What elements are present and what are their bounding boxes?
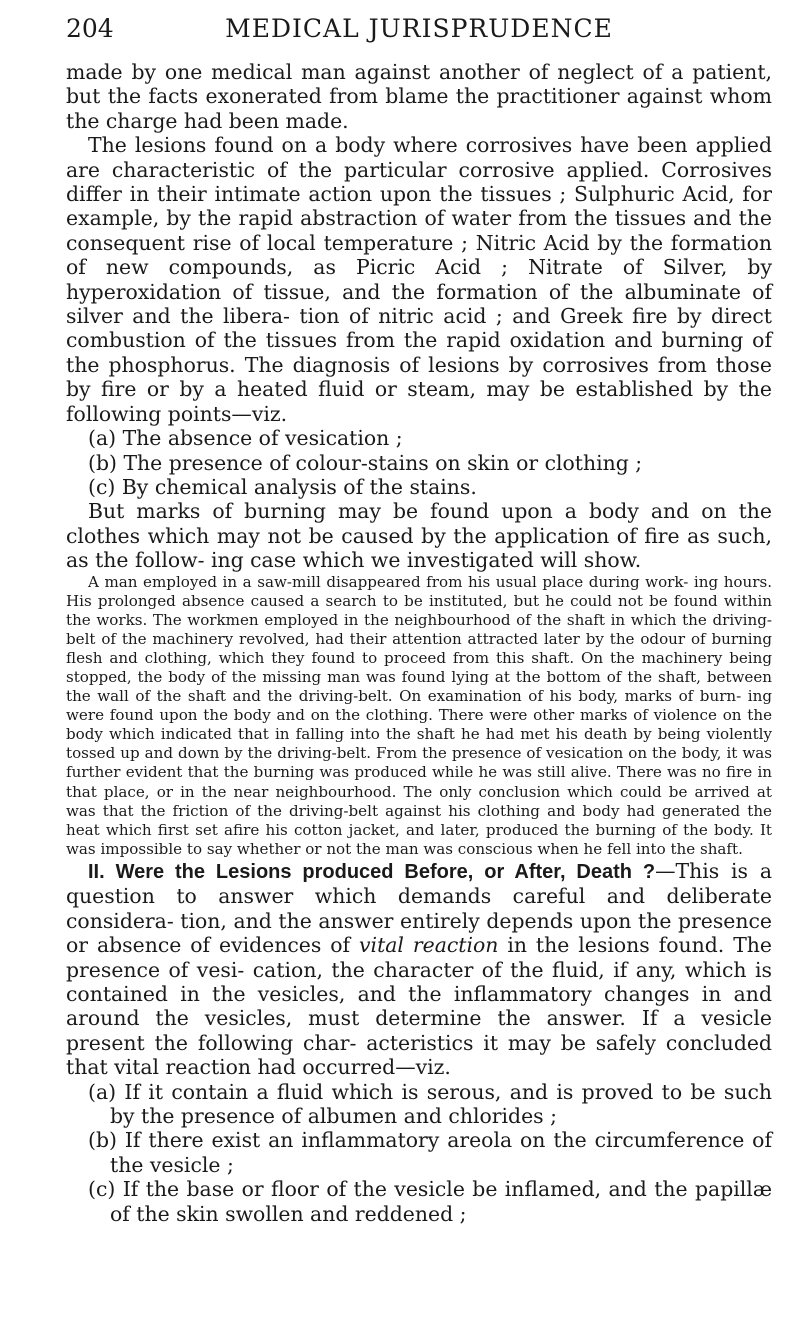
list-marker: (c) [88, 1177, 116, 1202]
list-text: The absence of vesication ; [122, 426, 403, 451]
list-item [88, 426, 772, 450]
list-text: If it contain a fluid which is serous, and is proved to be such by the presence of albumen and chlorides ; [110, 1079, 773, 1128]
vital-reaction-list [66, 1080, 772, 1226]
list-item [88, 1128, 772, 1177]
list-item [88, 1080, 772, 1129]
list-marker: (c) [88, 474, 116, 499]
page-number: 204 [66, 14, 114, 43]
list-text: The presence of colour-stains on skin or clothing ; [123, 450, 643, 475]
list-marker: (b) [88, 450, 117, 475]
paragraph-continuation: made by one medical man against another of neglect of a patient, but the facts exonerated from blame the practitioner against whom the charge had been made. [66, 60, 772, 133]
list-text: If the base or floor of the vesicle be inflamed, and the papillæ of the skin swollen and reddened ; [110, 1177, 772, 1226]
page-body [66, 60, 772, 1226]
running-title: MEDICAL JURISPRUDENCE [225, 14, 613, 43]
list-marker: (b) [88, 1128, 117, 1153]
paragraph-burning-marks: But marks of burning may be found upon a body and on the clothes which may not be caused by the application of fire as such, as the follow- ing case which we investigated will show. [66, 499, 772, 573]
section-text: in the lesions found. The presence of vesi- cation, the character of the fluid, if any, which is contained in the vesicles, and the inflammatory changes in and around the vesicles, must determine the answer. If a vesicle present the following char- acteristics it may be safely concluded that vital reaction had occurred—viz. [66, 933, 773, 1080]
list-item [88, 1177, 772, 1226]
section-text: —This is a question to answer which demands careful and deliberate considera- tion, and the answer entirely depends upon the presence or absence of evidences of [66, 858, 772, 958]
list-text: If there exist an inflammatory areola on the circumference of the vesicle ; [110, 1128, 772, 1177]
running-header [66, 6, 772, 56]
list-item [88, 451, 772, 475]
paragraph-corrosives: The lesions found on a body where corrosives have been applied are characteristic of the particular corrosive applied. Corrosives differ in their intimate action upon the tissues ; Sulphuric Acid, for example, by the rapid abstraction of water from the tissues and the consequent rise of local temperature ; Nitric Acid by the formation of new compounds, as Picric Acid ; Nitrate of Silver, by hyperoxidation of tissue, and the formation of the albuminate of silver and the libera- tion of nitric acid ; and Greek fire by direct combustion of the tissues from the rapid oxidation and burning of the phosphorus. The diagnosis of lesions by corrosives from those by fire or by a heated fluid or steam, may be established by the following points—viz. [66, 133, 772, 426]
diagnosis-list [66, 426, 772, 499]
section-heading: II. Were the Lesions produced Before, or After, Death ? [88, 860, 656, 883]
list-marker: (a) [88, 426, 117, 451]
list-text: By chemical analysis of the stains. [121, 474, 477, 499]
list-marker: (a) [88, 1079, 117, 1104]
paragraph-section-ii [66, 859, 772, 1080]
case-report: A man employed in a saw-mill disappeared from his usual place during work- ing hours. His prolonged absence caused a search to be instituted, but he could not be found within the works. The workmen employed in the neighbourhood of the shaft in which the driving-belt of the machinery revolved, had their attention attracted later by the odour of burning flesh and clothing, which they found to proceed from this shaft. On the machinery being stopped, the body of the missing man was found lying at the bottom of the shaft, between the wall of the shaft and the driving-belt. On examination of his body, marks of burn- ing were found upon the body and on the clothing. There were other marks of violence on the body which indicated that in falling into the shaft he had met his death by being violently tossed up and down by the driving-belt. From the presence of vesication on the body, it was further evident that the burning was produced while he was still alive. There was no fire in that place, or in the near neighbourhood. The only conclusion which could be arrived at was that the friction of the driving-belt against his clothing and body had generated the heat which first set afire his cotton jacket, and later, produced the burning of the body. It was impossible to say whether or not the man was conscious when he fell into the shaft. [66, 572, 772, 858]
section-emphasis: vital reaction [359, 933, 499, 958]
list-item [88, 475, 772, 499]
